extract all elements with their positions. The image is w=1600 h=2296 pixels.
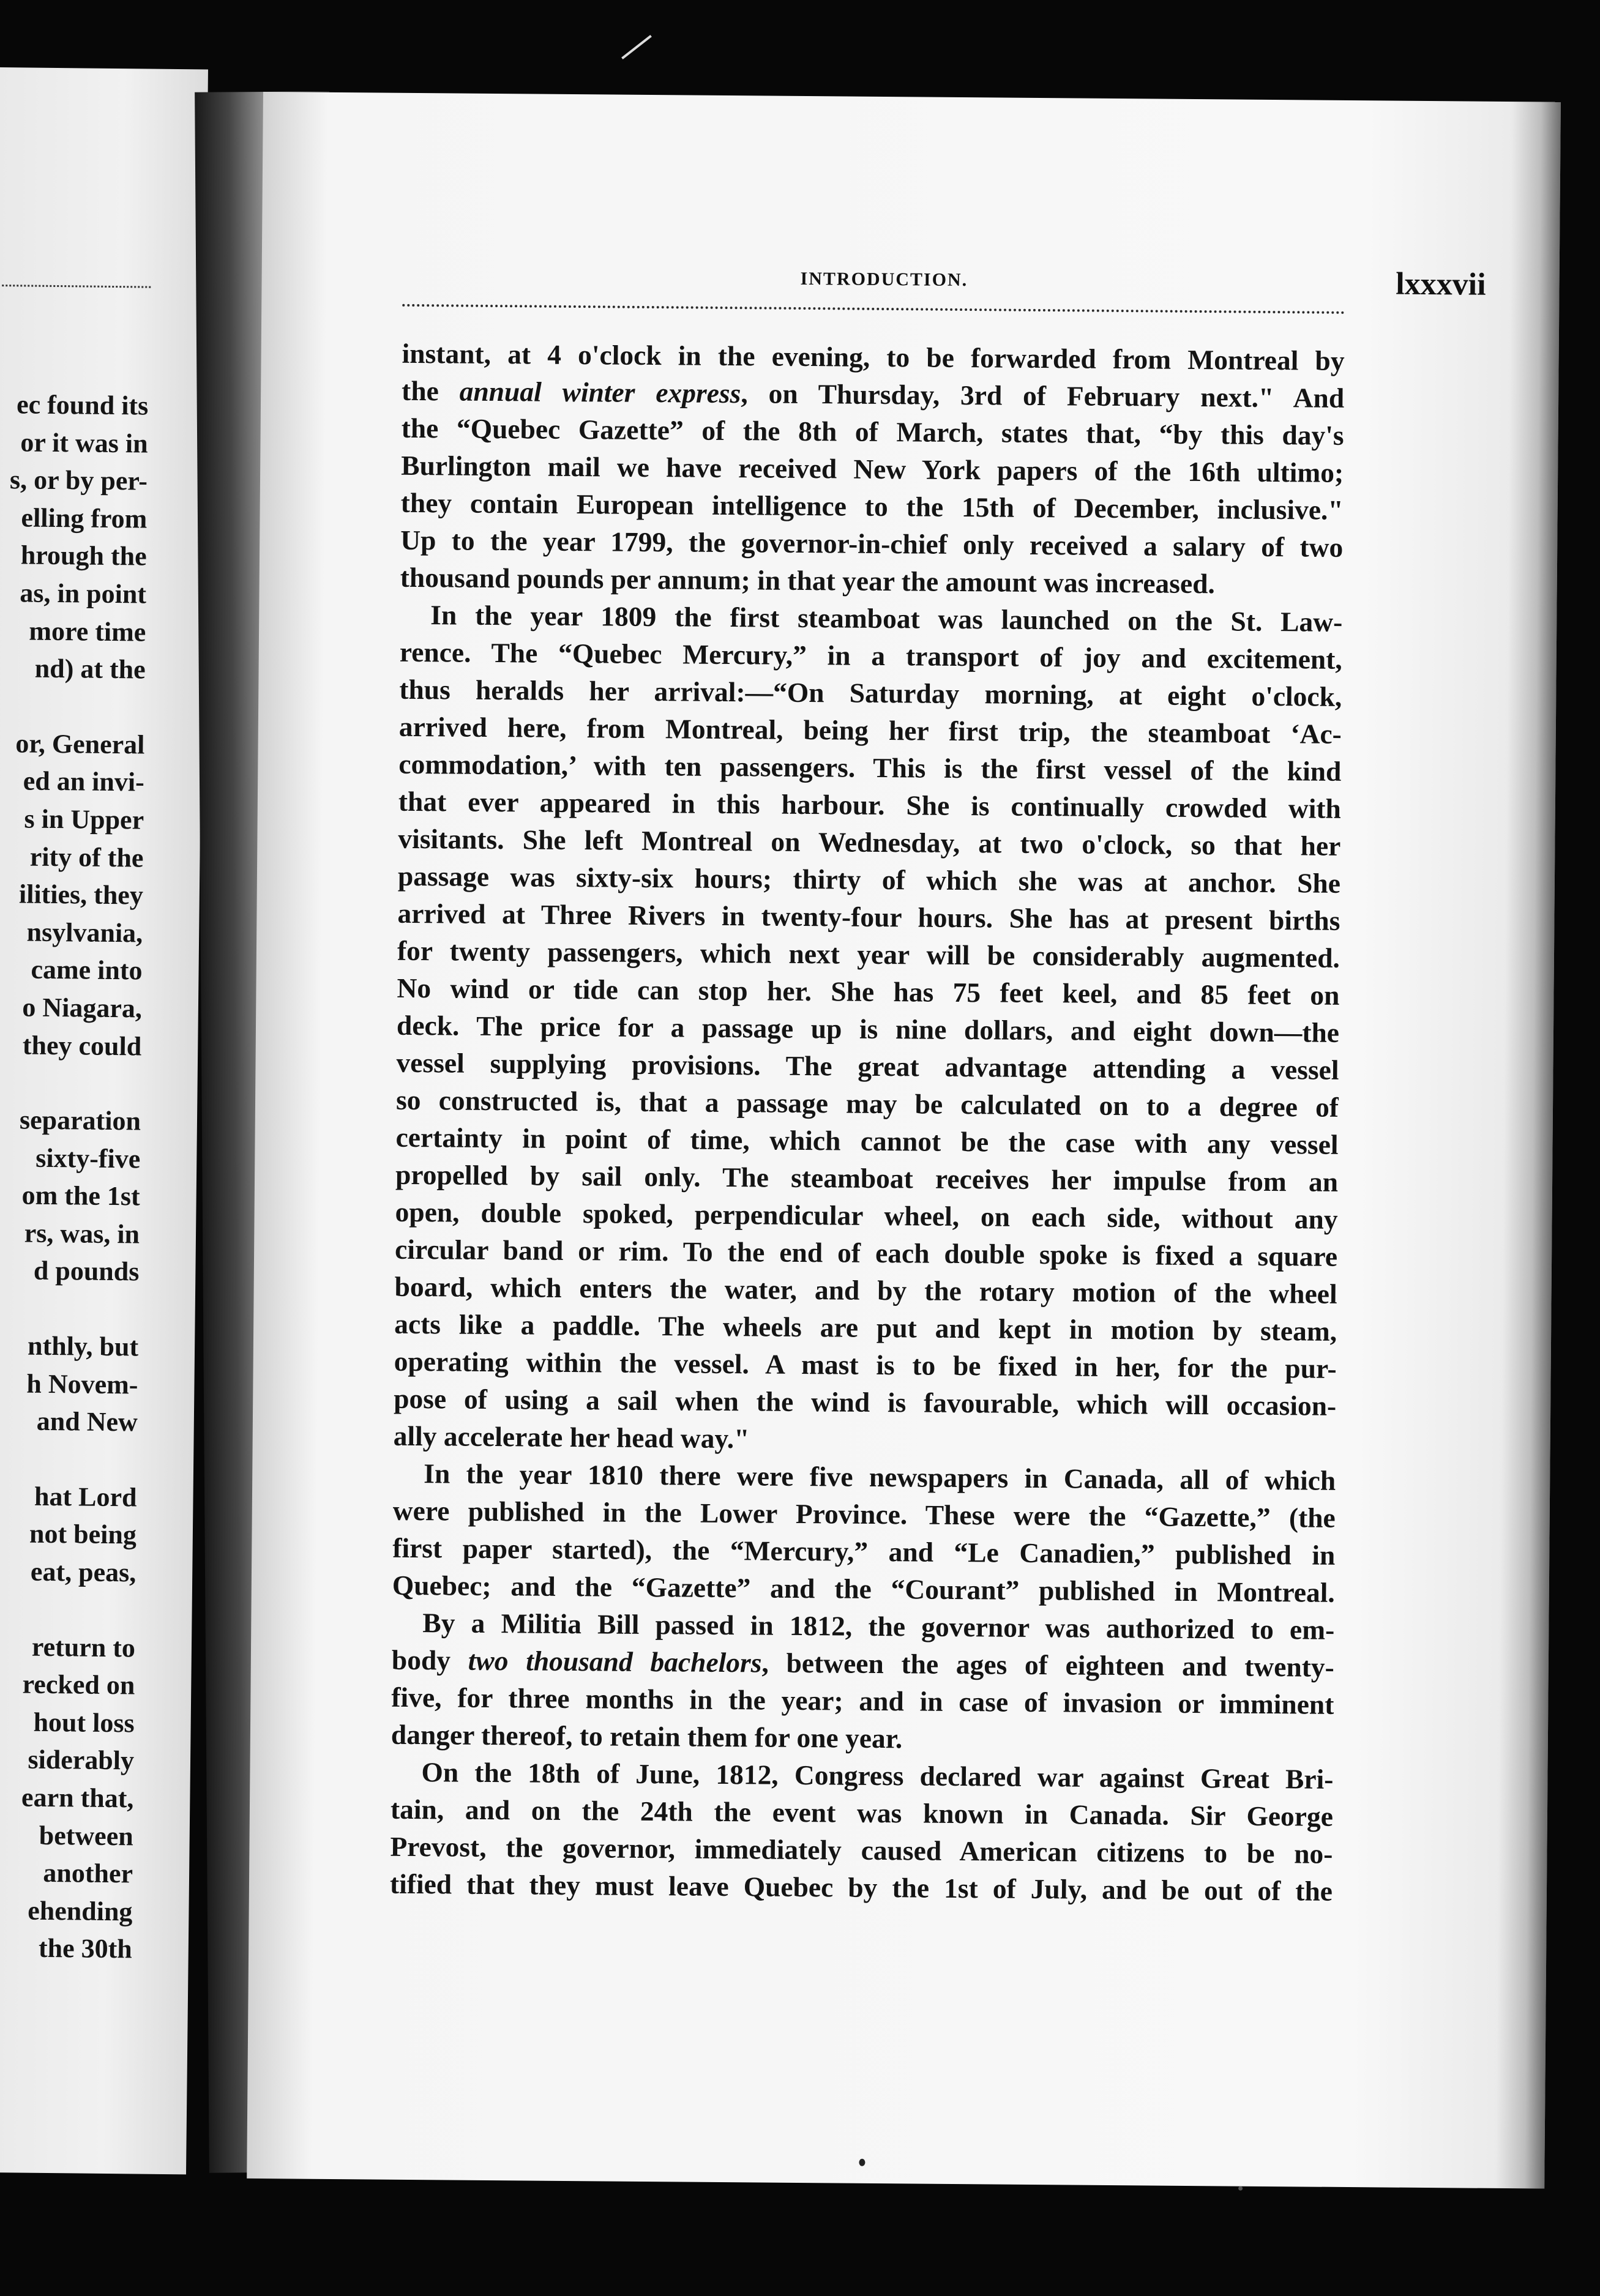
text-line: By a Militia Bill passed in 1812, the governor was authorized to em-: [422, 1607, 1335, 1646]
text-line: Burlington mail we have received New York papers of the 16th ultimo;: [401, 449, 1344, 488]
text-line: body two thousand bachelors, between the ages of eighteen and twenty-: [391, 1644, 1335, 1683]
body-text: [390, 335, 1345, 1910]
text-line: passage was sixty-six hours; thirty of which she was at anchor. She: [397, 860, 1341, 899]
right-page: [247, 92, 1561, 2189]
running-head: [402, 258, 1486, 304]
left-line: separation: [19, 1105, 141, 1136]
left-line: ec found its: [16, 389, 149, 421]
left-line: between: [39, 1820, 133, 1852]
header-rule: [402, 304, 1345, 319]
text-line: instant, at 4 o'clock in the evening, to be forwarded from Montreal by: [402, 337, 1345, 376]
left-line: rs, was, in: [24, 1218, 140, 1250]
text-line: Prevost, the governor, immediately caused American citizens to be no-: [390, 1830, 1333, 1869]
left-line: s in Upper: [24, 803, 144, 835]
left-line: ed an invi-: [23, 766, 145, 797]
left-line: return to: [31, 1631, 136, 1663]
left-gap: [7, 687, 146, 726]
text-line: In the year 1809 the first steamboat was launched on the St. Law-: [430, 599, 1343, 638]
text-line: commodation,’ with ten passengers. This is the first vessel of the kind: [398, 748, 1342, 787]
left-line: more time: [29, 616, 146, 647]
running-head-title: INTRODUCTION.: [800, 268, 968, 291]
left-line: the 30th: [38, 1933, 133, 1964]
left-page-text: [0, 386, 149, 1968]
left-line: s, or by per-: [9, 464, 148, 496]
left-line: eat, peas,: [30, 1556, 136, 1588]
text-line: first paper started), the “Mercury,” and “Le Canadien,” published in: [392, 1532, 1336, 1571]
text-line: rence. The “Quebec Mercury,” in a transport of joy and excitement,: [399, 636, 1342, 675]
left-line: recked on: [22, 1669, 135, 1701]
text-line: acts like a paddle. The wheels are put and kept in motion by steam,: [394, 1308, 1337, 1347]
text-line: propelled by sail only. The steamboat receives her impulse from an: [395, 1158, 1339, 1198]
text-line: they contain European intelligence to the 15th of December, inclusive.": [400, 486, 1344, 526]
text-line: thus heralds her arrival:—“On Saturday morning, at eight o'clock,: [399, 673, 1342, 712]
italic-phrase: annual winter express: [459, 375, 741, 409]
left-line: nthly, but: [27, 1330, 139, 1362]
text-line: five, for three months in the year; and in case of invasion or imminent: [391, 1681, 1334, 1720]
left-line: or, General: [15, 728, 145, 760]
text-line: vessel supplying provisions. The great advantage attending a vessel: [396, 1046, 1339, 1086]
left-line: d pounds: [33, 1256, 140, 1287]
left-line: came into: [31, 954, 143, 986]
text-line: pose of using a sail when the wind is favourable, which will occasion-: [394, 1382, 1337, 1422]
left-line: nsylvania,: [26, 917, 143, 949]
left-line: ehending: [28, 1895, 133, 1927]
scratch-mark: [621, 35, 652, 59]
text-line: the “Quebec Gazette” of the 8th of March, states that, “by this day's: [401, 412, 1344, 451]
left-line: or it was in: [20, 427, 148, 459]
text-line: In the year 1810 there were five newspapers in Canada, all of which: [424, 1458, 1336, 1496]
text-line: open, double spoked, perpendicular wheel, on each side, without any: [395, 1196, 1338, 1235]
text-line: deck. The price for a passage up is nine dollars, and eight down—the: [396, 1009, 1340, 1048]
ink-speck: [1238, 2186, 1243, 2191]
text-line: board, which enters the water, and by the rotary motion of the wheel: [394, 1270, 1337, 1310]
text-line: On the 18th of June, 1812, Congress declared war against Great Bri-: [421, 1756, 1334, 1795]
left-line: o Niagara,: [22, 992, 143, 1024]
text-line: Up to the year 1799, the governor-in-chief only received a salary of two: [400, 524, 1344, 563]
text-line: Quebec; and the “Gazette” and the “Courant” published in Montreal.: [392, 1569, 1335, 1608]
left-line: ilities, they: [18, 879, 144, 911]
left-page-rule: [0, 285, 151, 293]
text-line: certainty in point of time, which cannot be the case with any vessel: [395, 1121, 1339, 1160]
left-gap: [1, 1289, 140, 1328]
text-line: circular band or rim. To the end of each double spoke is fixed a square: [394, 1233, 1338, 1272]
left-line: elling from: [21, 502, 148, 534]
text-line: thousand pounds per annum; in that year the amount was increased.: [400, 561, 1216, 600]
left-line: om the 1st: [21, 1180, 140, 1212]
left-line: h Novem-: [26, 1368, 138, 1400]
text-line: danger thereof, to retain them for one year.: [391, 1718, 903, 1754]
text-line: arrived at Three Rivers in twenty-four hours. She has at present births: [397, 897, 1340, 936]
left-line: rity of the: [29, 841, 144, 873]
left-gap: [3, 1064, 141, 1102]
left-line: nd) at the: [34, 653, 146, 685]
left-line: siderably: [28, 1745, 135, 1776]
left-page: [0, 67, 208, 2174]
left-line: hat Lord: [34, 1481, 137, 1513]
left-line: they could: [22, 1029, 142, 1062]
text-line: tain, and on the 24th the event was known in Canada. Sir George: [390, 1793, 1334, 1832]
text-line: for twenty passengers, which next year will be considerably augmented.: [397, 934, 1340, 974]
text-line: that ever appeared in this harbour. She is continually crowded with: [398, 785, 1342, 824]
left-gap: [0, 1590, 136, 1629]
text-line: the annual winter express, on Thursday, 3rd of February next." And: [401, 375, 1345, 414]
text-line: arrived here, from Montreal, being her first trip, the steamboat ‘Ac-: [398, 710, 1342, 750]
text-line: so constructed is, that a passage may be calculated on to a degree of: [395, 1084, 1339, 1123]
text-line: were published in the Lower Province. These were the “Gazette,” (the: [392, 1494, 1336, 1534]
text-line: operating within the vessel. A mast is to be fixed in her, for the pur-: [394, 1345, 1337, 1384]
left-line: another: [43, 1858, 133, 1889]
left-line: not being: [29, 1519, 137, 1550]
page-number: lxxxvii: [1396, 266, 1486, 302]
text-line: No wind or tide can stop her. She has 75 feet keel, and 85 feet on: [397, 972, 1340, 1011]
left-line: hrough the: [20, 540, 147, 572]
left-line: and New: [36, 1406, 138, 1437]
text-line: ally accelerate her head way.": [393, 1420, 750, 1455]
left-line: sixty-five: [36, 1142, 141, 1174]
text-line: tified that they must leave Quebec by the 1st of July, and be out of the: [389, 1868, 1333, 1907]
page-edge-shadow: [1495, 102, 1561, 2189]
left-line: as, in point: [20, 578, 147, 609]
ink-speck: [859, 2159, 865, 2166]
left-gap: [0, 1440, 137, 1478]
left-line: earn that,: [21, 1782, 134, 1814]
text-line: visitants. She left Montreal on Wednesday, at two o'clock, so that her: [398, 822, 1341, 862]
italic-phrase: two thousand bachelors: [468, 1644, 762, 1679]
left-line: hout loss: [33, 1707, 135, 1739]
